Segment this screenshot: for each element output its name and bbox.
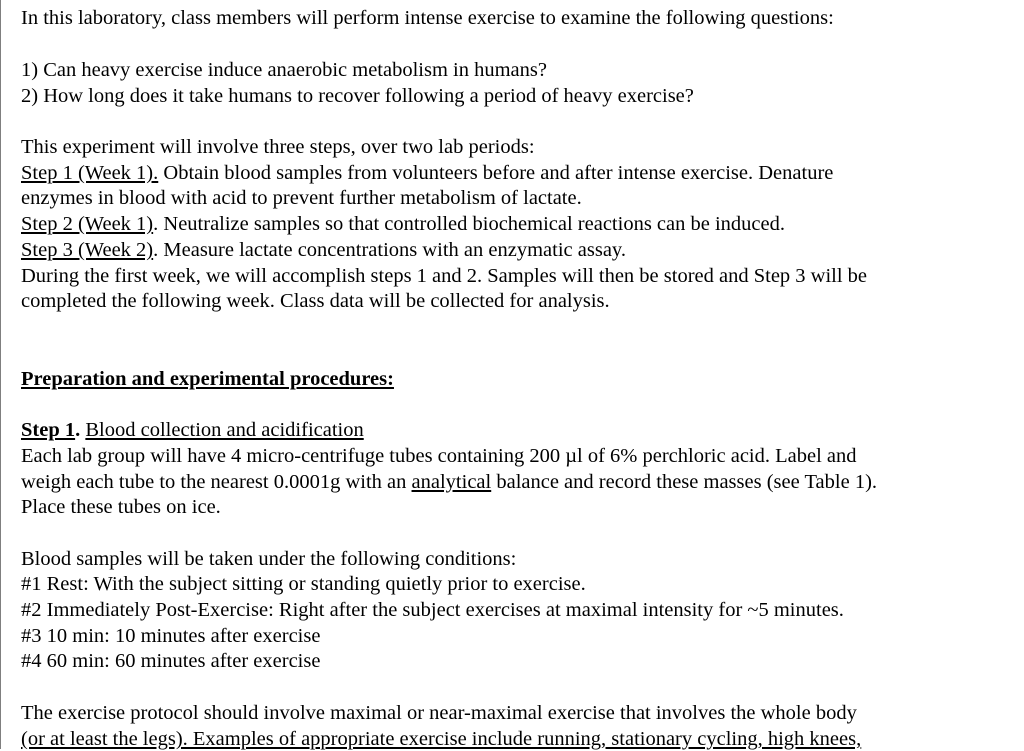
question-2: 2) How long does it take humans to recover following a period of heavy exercise? — [21, 85, 694, 107]
step1-paragraph-line-3: Place these tubes on ice. — [21, 496, 221, 518]
step1-overview-label: Step 1 (Week 1). — [21, 162, 159, 184]
intro-line: In this laboratory, class members will perform intense exercise to examine the following questions: — [21, 7, 834, 29]
step2-overview-text: . Neutralize samples so that controlled biochemical reactions can be induced. — [153, 213, 785, 235]
condition-4: #4 60 min: 60 minutes after exercise — [21, 650, 321, 672]
during-line-1: During the first week, we will accomplish steps 1 and 2. Samples will then be stored and Step 3 will be — [21, 265, 868, 287]
step3-overview-text: . Measure lactate concentrations with an enzymatic assay. — [153, 239, 626, 261]
step1-dot: . — [75, 419, 86, 441]
step3-overview — [21, 238, 626, 262]
step1-p2-underlined: analytical — [411, 471, 492, 493]
step1-title: Blood collection and acidification — [85, 419, 364, 441]
step1-p2-end: balance and record these masses (see Table 1). — [491, 471, 878, 493]
step1-p2-start: weigh each tube to the nearest 0.0001g with an — [21, 471, 412, 493]
prep-heading: Preparation and experimental procedures: — [21, 368, 394, 390]
step2-overview-label: Step 2 (Week 1) — [21, 213, 154, 235]
step1-overview — [21, 161, 833, 185]
step1-paragraph-line-2 — [21, 470, 877, 494]
step1-overview-text: Obtain blood samples from volunteers before and after intense exercise. Denature — [158, 162, 834, 184]
protocol-line-1: The exercise protocol should involve maximal or near-maximal exercise that involves the whole body — [21, 702, 857, 724]
during-line-2: completed the following week. Class data will be collected for analysis. — [21, 290, 610, 312]
condition-2: #2 Immediately Post-Exercise: Right after the subject exercises at maximal intensity for ~5 minutes. — [21, 599, 844, 621]
conditions-lead: Blood samples will be taken under the following conditions: — [21, 548, 517, 570]
condition-1: #1 Rest: With the subject sitting or standing quietly prior to exercise. — [21, 573, 586, 595]
question-1: 1) Can heavy exercise induce anaerobic metabolism in humans? — [21, 59, 547, 81]
step1-overview-cont: enzymes in blood with acid to prevent further metabolism of lactate. — [21, 187, 582, 209]
step2-overview — [21, 212, 785, 236]
step1-heading — [21, 418, 364, 442]
step1-bold-label: Step 1 — [21, 419, 76, 441]
protocol-line-2: (or at least the legs). Examples of appropriate exercise include running, stationary cycling, high knees, — [21, 728, 862, 750]
step3-overview-label: Step 3 (Week 2) — [21, 239, 154, 261]
step1-paragraph-line-1: Each lab group will have 4 micro-centrifuge tubes containing 200 µl of 6% perchloric acid. Label and — [21, 445, 857, 467]
steps-lead: This experiment will involve three steps, over two lab periods: — [21, 136, 535, 158]
condition-3: #3 10 min: 10 minutes after exercise — [21, 625, 321, 647]
